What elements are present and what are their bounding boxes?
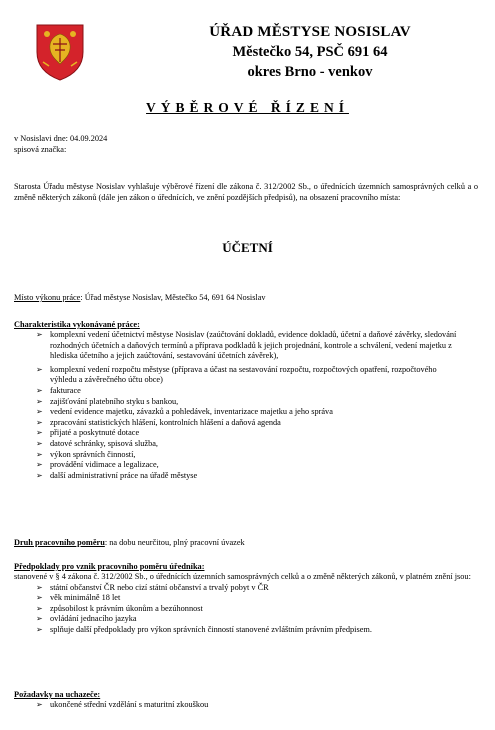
- arrow-bullet-icon: ➢: [36, 449, 43, 459]
- list-item: ➢ výkon správních činností,: [36, 449, 136, 459]
- document-meta: [14, 133, 107, 155]
- arrow-bullet-icon: ➢: [36, 614, 43, 624]
- document-title: VÝBĚROVÉ ŘÍZENÍ: [146, 100, 349, 115]
- arrow-bullet-icon: ➢: [36, 407, 43, 417]
- list-item: ➢ vedení evidence majetku, závazků a pohledávek, inventarizace majetku a jeho správa: [36, 407, 333, 417]
- employment-value: : na dobu neurčitou, plný pracovní úvazek: [104, 538, 245, 547]
- date-line: v Nosislavi dne: 04.09.2024: [14, 134, 108, 143]
- workplace-label: Místo výkonu práce: [14, 293, 81, 302]
- list-item: ➢ zajišťování platebního styku s bankou,: [36, 396, 179, 406]
- letterhead: [160, 22, 460, 82]
- list-item: ➢ komplexní vedení rozpočtu městyse (příprava a účast na sestavování rozpočtu, rozpočtových opatření, rozpočtového výhledu a závěrečného účtu obce): [36, 364, 437, 385]
- arrow-bullet-icon: ➢: [36, 582, 43, 592]
- workplace-line: [14, 292, 266, 303]
- arrow-bullet-icon: ➢: [36, 438, 43, 448]
- responsibilities-label: Charakteristika vykonávané práce:: [14, 320, 140, 329]
- reference-line: spisová značka:: [14, 145, 67, 154]
- list-item: ➢ další administrativní práce na úřadě městyse: [36, 470, 198, 480]
- office-district: okres Brno - venkov: [247, 64, 373, 80]
- list-item: ➢ fakturace: [36, 385, 81, 395]
- arrow-bullet-icon: ➢: [36, 700, 43, 709]
- requirements-section: [14, 561, 478, 636]
- arrow-bullet-icon: ➢: [36, 364, 43, 374]
- intro-paragraph: Starosta Úřadu městyse Nosislav vyhlašuje výběrové řízení dle zákona č. 312/2002 Sb., o úřednících územních samosprávných celků a o změně některých zákonů (dále jen zákon o úřednících, ve znění pozdějších předpisů), na obsazení pracovního místa:: [14, 182, 478, 202]
- candidate-label: Požadavky na uchazeče:: [14, 690, 101, 699]
- list-item: ➢ ovládání jednacího jazyka: [36, 614, 137, 624]
- arrow-bullet-icon: ➢: [36, 603, 43, 613]
- office-address: Městečko 54, PSČ 691 64: [232, 44, 388, 60]
- list-item: ➢ státní občanství ČR nebo cizí státní občanství a trvalý pobyt v ČR: [36, 582, 269, 592]
- arrow-bullet-icon: ➢: [36, 396, 43, 406]
- arrow-bullet-icon: ➢: [36, 330, 43, 339]
- list-item: ➢ splňuje další předpoklady pro výkon správních činností stanovené zvláštním právním předpisem.: [36, 624, 372, 634]
- list-item: ➢ provádění vidimace a legalizace,: [36, 460, 159, 470]
- municipal-crest-logo: [33, 22, 87, 82]
- arrow-bullet-icon: ➢: [36, 470, 43, 480]
- responsibilities-section: [14, 319, 478, 481]
- position-title: ÚČETNÍ: [222, 240, 273, 255]
- arrow-bullet-icon: ➢: [36, 385, 43, 395]
- arrow-bullet-icon: ➢: [36, 428, 43, 438]
- requirements-list: [14, 583, 478, 636]
- arrow-bullet-icon: ➢: [36, 460, 43, 470]
- workplace-value: : Úřad městyse Nosislav, Městečko 54, 691 64 Nosislav: [80, 293, 266, 302]
- requirements-intro: stanovené v § 4 zákona č. 312/2002 Sb., o úřednících územních samosprávných celků a o změně některých zákonů, v platném znění jsou:: [14, 572, 471, 581]
- list-item: ➢ věk minimálně 18 let: [36, 593, 121, 603]
- list-item: ➢ ukončené střední vzdělání s maturitní zkouškou: [36, 700, 209, 709]
- candidate-list: [14, 700, 478, 711]
- list-item: ➢ způsobilost k právním úkonům a bezúhonnost: [36, 603, 203, 613]
- office-name: ÚŘAD MĚSTYSE NOSISLAV: [209, 24, 411, 40]
- arrow-bullet-icon: ➢: [36, 593, 43, 603]
- candidate-section: [14, 689, 478, 711]
- list-item: ➢ zpracování statistických hlášení, kontrolních hlášení a daňová agenda: [36, 417, 281, 427]
- arrow-bullet-icon: ➢: [36, 624, 43, 634]
- employment-label: Druh pracovního poměru: [14, 538, 105, 547]
- list-item: ➢ komplexní vedení účetnictví městyse Nosislav (zaúčtování dokladů, evidence dokladů, účetní a daňové závěrky, sledování rozhodných účetních a daňových termínů a příprava podkladů k jejich projednání, kontrole a schválení, vedení majetku z hlediska účetního a jejich zaúčtování, sestavování účetních závěrek),: [36, 330, 457, 361]
- responsibilities-list: [14, 330, 478, 481]
- list-item: ➢ datové schránky, spisová služba,: [36, 438, 158, 448]
- requirements-label: Předpoklady pro vznik pracovního poměru úředníka:: [14, 562, 205, 571]
- arrow-bullet-icon: ➢: [36, 417, 43, 427]
- employment-line: [14, 537, 245, 548]
- list-item: ➢ přijaté a poskytnuté dotace: [36, 428, 140, 438]
